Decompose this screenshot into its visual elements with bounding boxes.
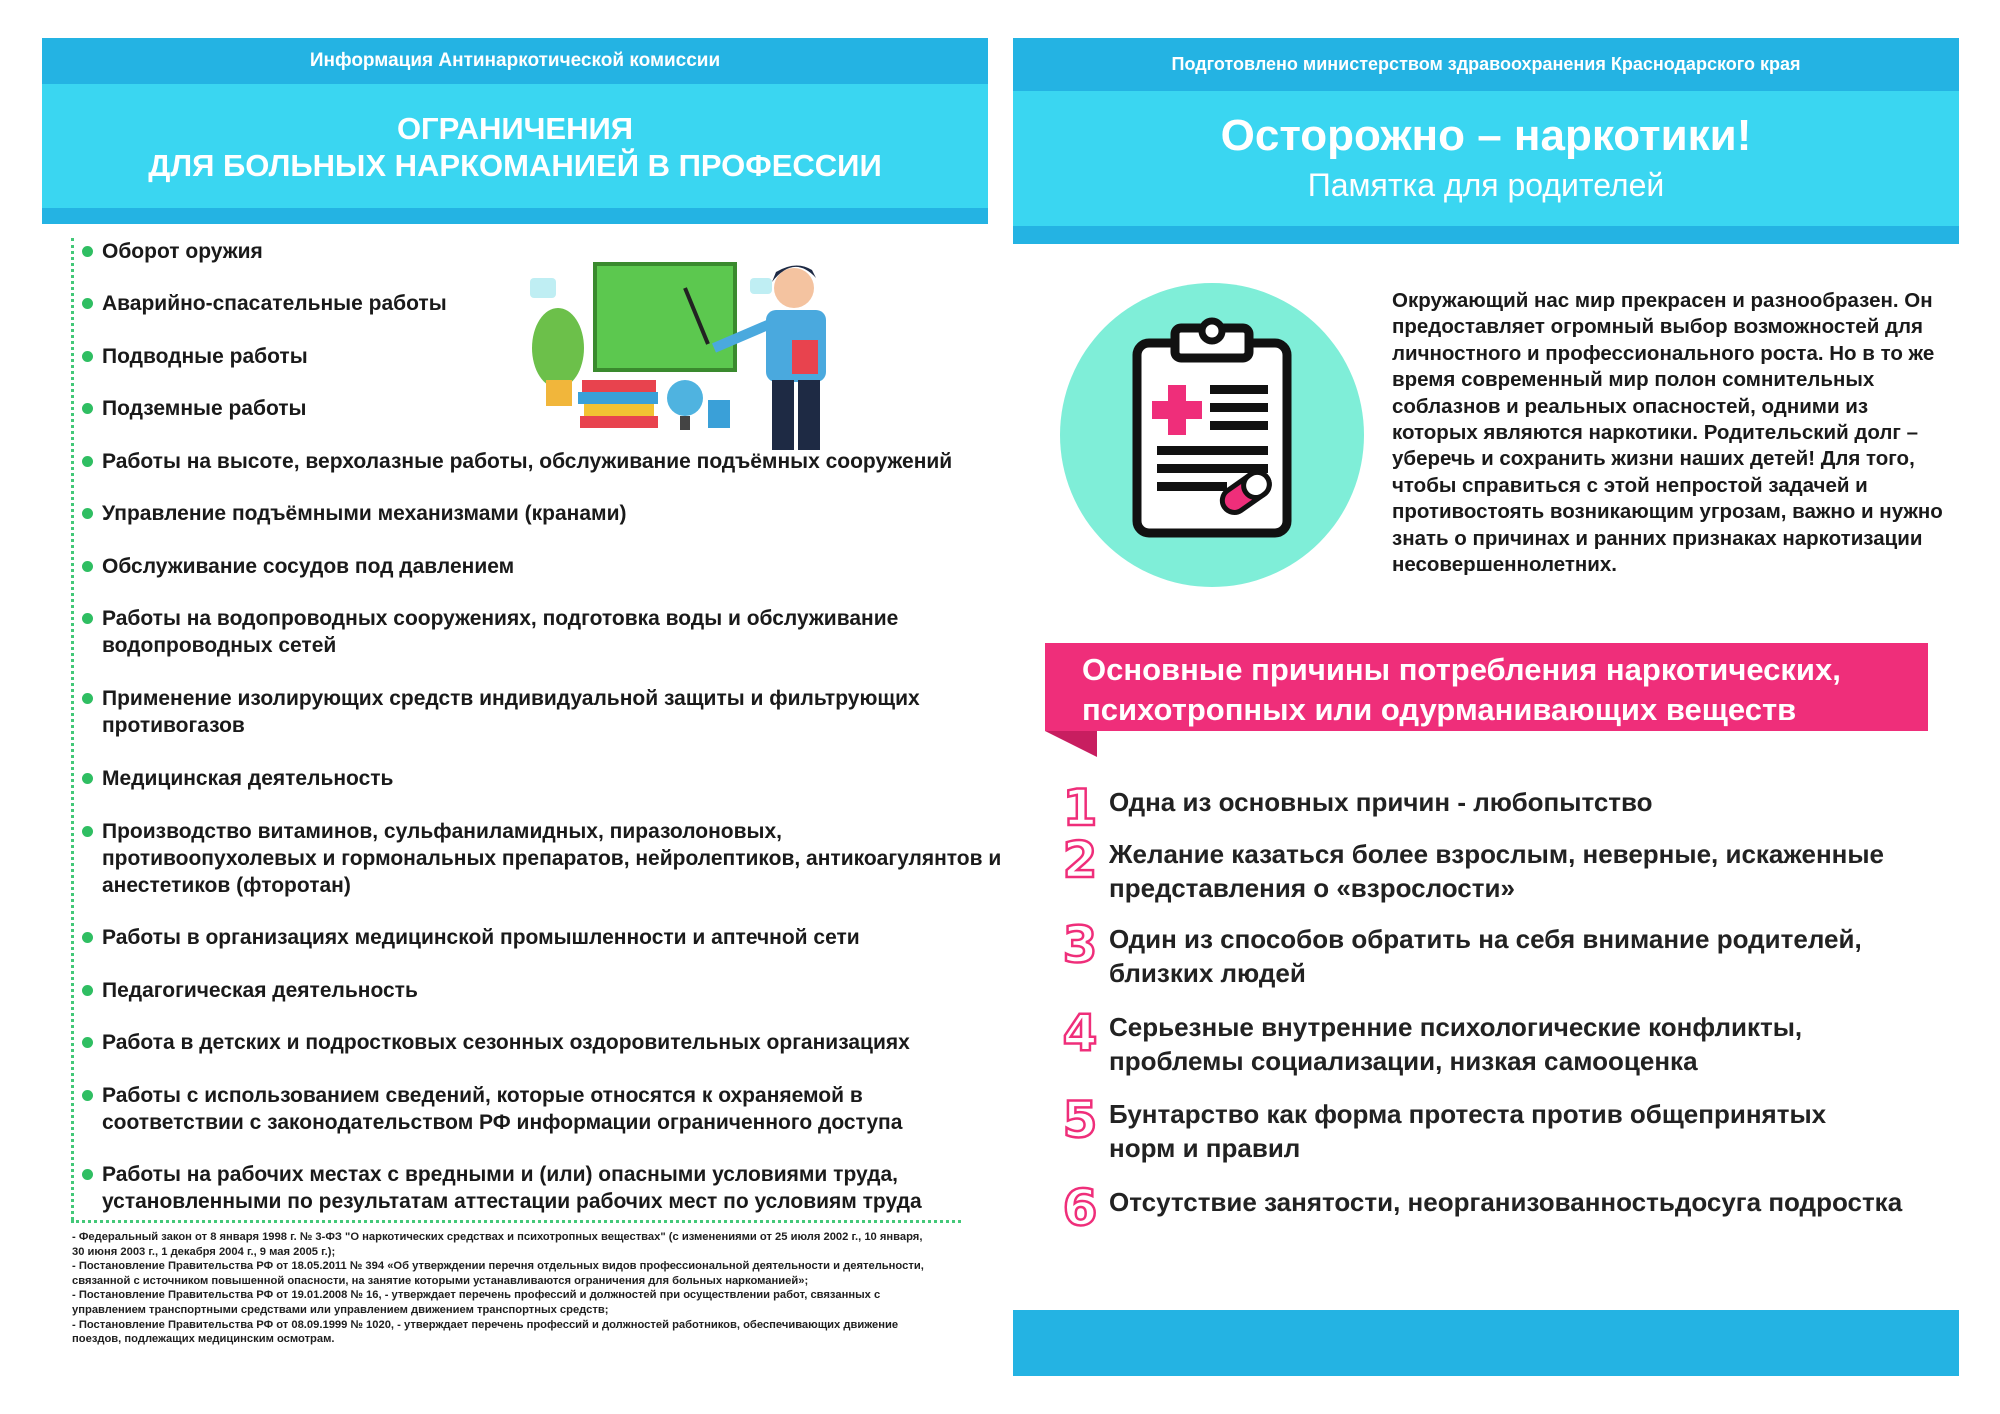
- cause-number: 3: [1062, 916, 1098, 974]
- reference-line: - Постановление Правительства РФ от 18.05.2011 № 394 «Об утверждении перечня отдельных видов профессиональной деятельности и деятельности, связанной с источником повышенной опасности, на занятие которыми устанавливаются ограничения для больных наркоманией»;: [72, 1260, 924, 1287]
- restriction-item: Применение изолирующих средств индивидуальной защиты и фильтрующих противогазов: [82, 685, 932, 739]
- cause-number: 6: [1062, 1179, 1098, 1237]
- bullet-icon: [82, 561, 93, 572]
- bullet-icon: [82, 1037, 93, 1048]
- bullet-icon: [82, 693, 93, 704]
- reference-line: - Постановление Правительства РФ от 08.09.1999 № 1020, - утверждает перечень профессий и должностей работников, обеспечивающих движение поездов, подлежащих медицинским осмотрам.: [72, 1318, 899, 1346]
- cause-text: Серьезные внутренние психологические конфликты, проблемы социализации, низкая самооценка: [1109, 1012, 1803, 1076]
- cause-text: Один из способов обратить на себя внимание родителей, близких людей: [1109, 924, 1862, 988]
- causes-heading: Основные причины потребления наркотических, психотропных или одурманивающих веществ: [1082, 652, 1841, 727]
- left-title-strip: [42, 208, 988, 224]
- cause-text: Отсутствие занятости, неорганизованностьдосуга подростка: [1109, 1187, 1903, 1217]
- cause-number: 1: [1062, 779, 1098, 837]
- reference-line: - Федеральный закон от 8 января 1998 г. № 3-ФЗ "О наркотических средствах и психотропных веществах" (с изменениями от 25 июля 2002 г., 10 января, 30 июня 2003 г., 1 декабря 2004 г., 9 мая 2005 г.);: [72, 1231, 923, 1258]
- bullet-icon: [82, 826, 93, 837]
- restriction-item: Работы с использованием сведений, которые относятся к охраняемой в соответствии с законодательством РФ информации ограниченного доступа: [82, 1082, 922, 1136]
- restriction-item: Работы на рабочих местах с вредными и (или) опасными условиями труда, установленными по результатам аттестации рабочих мест по условиям труда: [82, 1161, 922, 1215]
- left-dotted-border: [71, 238, 74, 1220]
- left-title-band: [42, 84, 988, 208]
- bullet-icon: [82, 508, 93, 519]
- bullet-icon: [82, 351, 93, 362]
- restriction-item: Работа в детских и подростковых сезонных оздоровительных организациях: [82, 1029, 1002, 1056]
- restriction-item: Педагогическая деятельность: [82, 977, 1002, 1004]
- bullet-icon: [82, 985, 93, 996]
- restriction-item: Работы на водопроводных сооружениях, подготовка воды и обслуживание водопроводных сетей: [82, 605, 932, 659]
- right-title-strip: [1013, 226, 1959, 244]
- restriction-item: Аварийно-спасательные работы: [82, 290, 1002, 317]
- bullet-icon: [82, 456, 93, 467]
- restriction-item: Подземные работы: [82, 395, 1002, 422]
- left-top-bar: Информация Антинаркотической комиссии: [42, 38, 988, 84]
- cause-text: Одна из основных причин - любопытство: [1109, 787, 1653, 817]
- cause-number: 5: [1062, 1091, 1098, 1149]
- right-top-bar: Подготовлено министерством здравоохранения Краснодарского края: [1013, 38, 1959, 91]
- bullet-icon: [82, 298, 93, 309]
- cause-text: Желание казаться более взрослым, неверные, искаженные представления о «взрослости»: [1109, 839, 1885, 903]
- right-title: Осторожно – наркотики!: [1220, 111, 1752, 160]
- cause-number: 2: [1062, 831, 1098, 889]
- restriction-item: Работы на высоте, верхолазные работы, обслуживание подъёмных сооружений: [82, 448, 1002, 475]
- restriction-item: Медицинская деятельность: [82, 765, 1002, 792]
- restriction-item: Управление подъёмными механизмами (кранами): [82, 500, 1002, 527]
- intro-text: Окружающий нас мир прекрасен и разнообразен. Он предоставляет огромный выбор возможностей для личностного и профессионального роста. Но в то же время современный мир полон сомнительных соблазнов и реальных опасностей, одними из которых являются наркотики. Родительский долг – уберечь и сохранить жизни наших детей! Для того, чтобы справиться с этой непростой задачей и противостоять возникающим угрозам, важно и нужно знать о причинах и ранних признаках наркотизации несовершеннолетних.: [1392, 289, 1943, 577]
- legal-references: [72, 1230, 972, 1347]
- cause-text: Бунтарство как форма протеста против общепринятых норм и правил: [1109, 1099, 1827, 1163]
- clipboard-icon: [1060, 283, 1365, 588]
- restriction-item: Производство витаминов, сульфаниламидных, пиразолоновых, противоопухолевых и гормональных препаратов, нейролептиков, антикоагулянтов и анестетиков (фторотан): [82, 818, 1002, 899]
- bullet-icon: [82, 1090, 93, 1101]
- bullet-icon: [82, 773, 93, 784]
- restriction-item: Оборот оружия: [82, 238, 1002, 265]
- right-footer-bar: [1013, 1310, 1959, 1376]
- bullet-icon: [82, 246, 93, 257]
- left-title-line1: ОГРАНИЧЕНИЯ: [396, 111, 634, 146]
- bullet-icon: [82, 1169, 93, 1180]
- causes-banner-tail: [1045, 731, 1097, 757]
- left-title-line2: ДЛЯ БОЛЬНЫХ НАРКОМАНИЕЙ В ПРОФЕССИИ: [148, 148, 882, 183]
- left-title: [42, 84, 988, 184]
- bullet-icon: [82, 932, 93, 943]
- bullet-icon: [82, 613, 93, 624]
- left-dotted-divider: [71, 1220, 961, 1223]
- bullet-icon: [82, 403, 93, 414]
- reference-line: - Постановление Правительства РФ от 19.01.2008 № 16, - утверждает перечень профессий и должностей при осуществлении работ, связанных с управлением транспортными средствами или управлением движением транспортных средств;: [72, 1289, 881, 1316]
- restriction-item: Обслуживание сосудов под давлением: [82, 553, 1002, 580]
- restriction-item: Работы в организациях медицинской промышленности и аптечной сети: [82, 924, 1002, 951]
- right-subtitle: Памятка для родителей: [1307, 167, 1665, 203]
- restriction-item: Подводные работы: [82, 343, 1002, 370]
- cause-number: 4: [1062, 1004, 1098, 1062]
